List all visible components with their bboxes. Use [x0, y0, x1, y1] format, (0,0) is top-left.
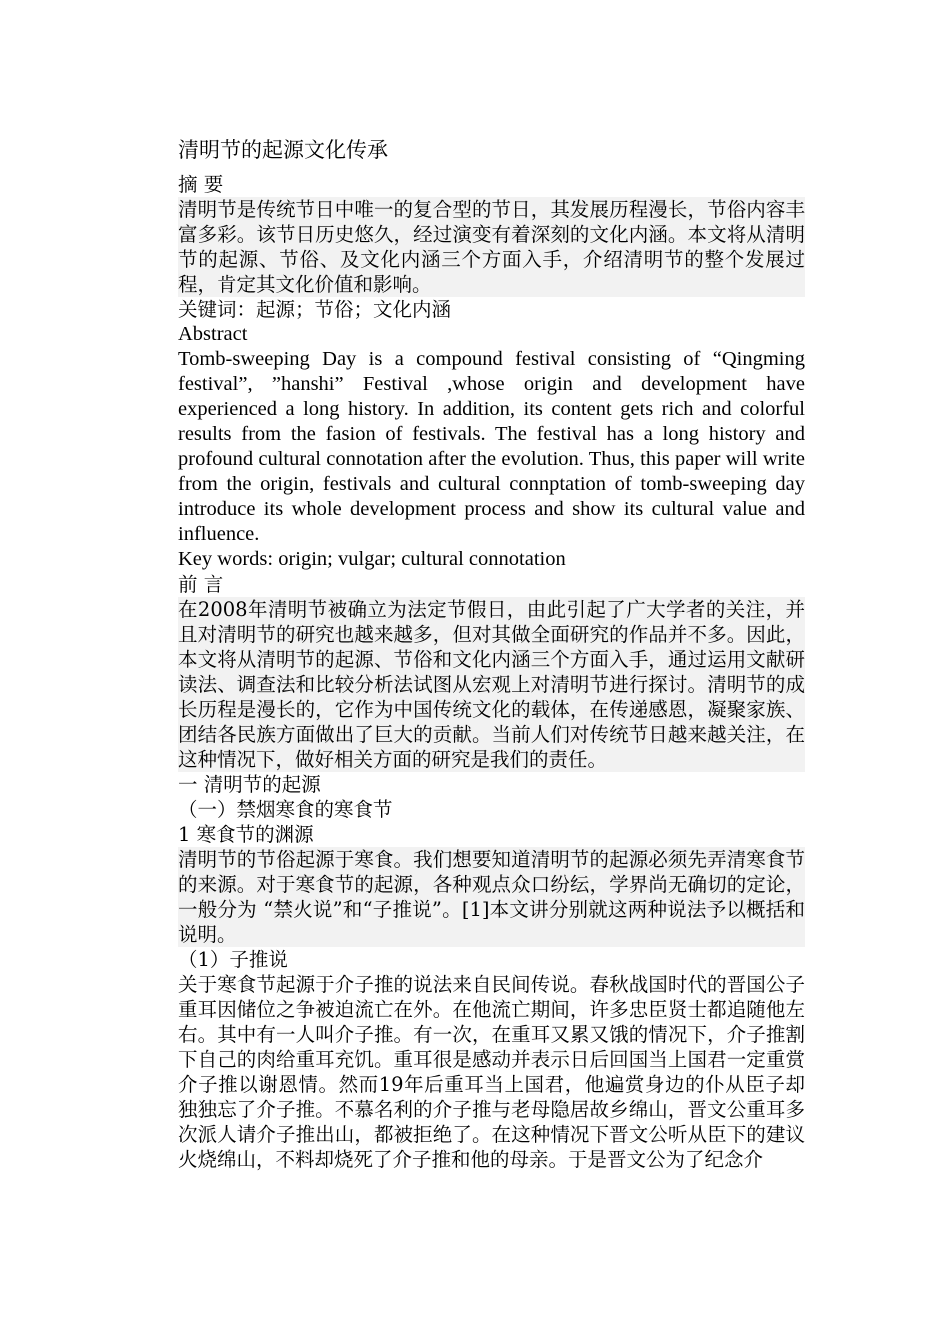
zitui-paragraph: 关于寒食节起源于介子推的说法来自民间传说。春秋战国时代的晋国公子重耳因储位之争被迫流亡在外。在他流亡期间，许多忠臣贤士都追随他左右。其中有一人叫介子推。有一次，在重耳又累又饿的情况下，介子推割下自己的肉给重耳充饥。重耳很是感动并表示日后回国当上国君一定重赏介子推以谢恩情。然而19年后重耳当上国君，他遍赏身边的仆从臣子却独独忘了介子推。不慕名利的介子推与老母隐居故乡绵山，晋文公重耳多次派人请介子推出山，都被拒绝了。在这种情况下晋文公听从臣下的建议火烧绵山，不料却烧死了介子推和他的母亲。于是晋文公为了纪念介: [178, 973, 805, 1171]
subsubsection-heading-source: 1 寒食节的渊源: [178, 823, 314, 846]
origin-paragraph: 清明节的节俗起源于寒食。我们想要知道清明节的起源必须先弄清寒食节的来源。对于寒食节的起源，各种观点众口纷纭，学界尚无确切的定论，一般分为 “禁火说”和“子推说”。[1]本文讲分别就这两种说法予以概括和说明。: [178, 848, 805, 946]
keywords-cn: 关键词：起源；节俗；文化内涵: [178, 298, 452, 321]
abstract-cn-heading: 摘 要: [178, 173, 224, 196]
abstract-cn-paragraph: 清明节是传统节日中唯一的复合型的节日，其发展历程漫长，节俗内容丰富多彩。该节日历史悠久，经过演变有着深刻的文化内涵。本文将从清明节的起源、节俗、及文化内涵三个方面入手，介绍清明节的整个发展过程，肯定其文化价值和影响。: [178, 198, 805, 296]
keywords-en: Key words: origin; vulgar; cultural connotation: [178, 548, 566, 570]
document-title: 清明节的起源文化传承: [178, 138, 388, 162]
abstract-en-paragraph: Tomb-sweeping Day is a compound festival consisting of “Qingming festival”, ”hanshi” Festival ,whose origin and development have experienced a long history. In addition, its content gets rich and colorful results from the fasion of festivals. The festival has a long history and profound cultural connotation after the evolution. Thus, this paper will write from the origin, festivals and cultural connptation of tomb-sweeping day introduce its whole development process and show its cultural value and influence.: [178, 348, 805, 545]
section-heading-origin: 一 清明节的起源: [178, 773, 321, 796]
preface-paragraph: 在2008年清明节被确立为法定节假日，由此引起了广大学者的关注，并且对清明节的研究也越来越多，但对其做全面研究的作品并不多。因此，本文将从清明节的起源、节俗和文化内涵三个方面入手，通过运用文献研读法、调查法和比较分析法试图从宏观上对清明节进行探讨。清明节的成长历程是漫长的，它作为中国传统文化的载体，在传递感恩，凝聚家族、团结各民族方面做出了巨大的贡献。当前人们对传统节日越来越关注，在这种情况下，做好相关方面的研究是我们的责任。: [178, 598, 805, 771]
preface-heading: 前 言: [178, 573, 224, 596]
subsection-heading-hanshi: （一）禁烟寒食的寒食节: [178, 798, 393, 821]
abstract-en-heading: Abstract: [178, 323, 248, 345]
document-page: [178, 136, 805, 1172]
item-heading-zitui: （1）子推说: [178, 948, 288, 971]
